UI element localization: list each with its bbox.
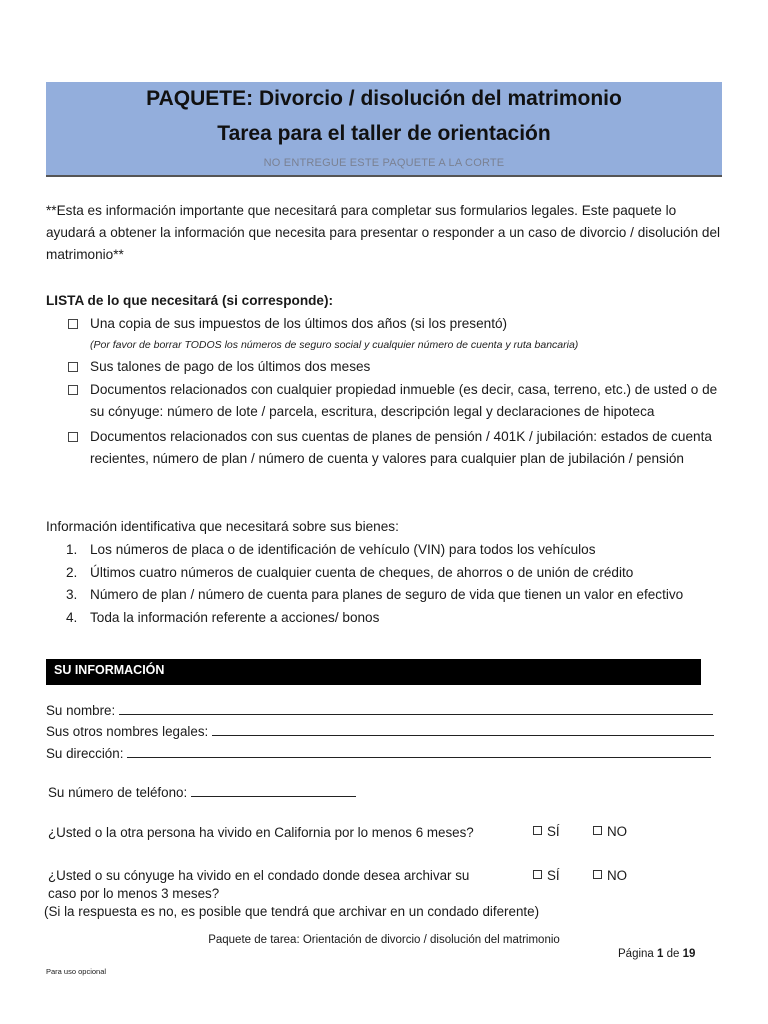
other-names-field[interactable] [46,723,714,739]
checklist-item-text: Una copia de sus impuestos de los últimos dos años (si los presentó) [90,316,508,331]
list-number: 4. [66,610,78,625]
address-input-line[interactable] [127,745,711,758]
list-item-text: Últimos cuatro números de cualquier cuenta de cheques, de ahorros o de unión de crédito [90,565,634,580]
optional-use-note: Para uso opcional [46,967,107,976]
court-notice: NO ENTREGUE ESTE PAQUETE A LA CORTE [263,157,505,169]
phone-input-line[interactable] [191,784,356,797]
checklist-heading: LISTA de lo que necesitará (si corresponde): [46,293,334,308]
section-header [46,659,701,685]
checklist-item-text: Documentos relacionados con sus cuentas de planes de pensión / 401K / jubilación: estados de cuenta recientes, número de plan / número de cuenta y valores para cualquier plan de jubilación / pensión [90,429,712,466]
list-number: 2. [66,565,78,580]
no-option[interactable]: NO [593,868,627,883]
list-item-text: Número de plan / número de cuenta para planes de seguro de vida que tienen un valor en efectivo [90,587,684,602]
question-california: ¿Usted o la otra persona ha vivido en California por lo menos 6 meses? [48,825,474,840]
yes-option[interactable]: SÍ [533,868,560,883]
phone-field[interactable] [48,784,356,800]
name-field[interactable] [46,702,713,718]
other-names-input-line[interactable] [212,723,714,736]
checkbox-icon[interactable] [68,362,78,372]
page-subtitle: Tarea para el taller de orientación [217,122,551,145]
checklist-item-text: Sus talones de pago de los últimos dos meses [90,359,371,374]
checkbox-icon[interactable] [533,826,542,835]
checkbox-icon[interactable] [533,870,542,879]
page-title: PAQUETE: Divorcio / disolución del matrimonio [146,87,622,110]
yes-option[interactable]: SÍ [533,824,560,839]
question-county-line1: ¿Usted o su cónyuge ha vivido en el condado donde desea archivar su [48,868,470,883]
question-county-line2: caso por lo menos 3 meses? [48,886,220,901]
address-label: Su dirección: [46,746,124,761]
name-label: Su nombre: [46,703,116,718]
checkbox-icon[interactable] [593,870,602,879]
checkbox-icon[interactable] [68,385,78,395]
checkbox-icon[interactable] [593,826,602,835]
checklist-note: (Por favor de borrar TODOS los números de seguro social y cualquier número de cuenta y ruta bancaria) [90,339,579,351]
checkbox-icon[interactable] [68,319,78,329]
checklist-item-text: Documentos relacionados con cualquier propiedad inmueble (es decir, casa, terreno, etc.) de usted o de su cónyuge: número de lote / parcela, escritura, descripción legal y declaraciones de hipoteca [90,382,718,419]
list-item-text: Los números de placa o de identificación de vehículo (VIN) para todos los vehículos [90,542,596,557]
checkbox-icon[interactable] [68,432,78,442]
section-title: SU INFORMACIÓN [54,663,165,677]
header-banner [46,82,722,177]
address-field[interactable] [46,745,711,761]
intro-paragraph: **Esta es información importante que necesitará para completar sus formularios legales. Este paquete lo ayudará a obtener la información que necesita para presentar o responder a un caso de divorcio / disolución del matrimonio** [46,203,721,262]
name-input-line[interactable] [119,702,713,715]
question-county-note: (Si la respuesta es no, es posible que tendrá que archivar en un condado diferente) [44,904,540,919]
no-option[interactable]: NO [593,824,627,839]
other-names-label: Sus otros nombres legales: [46,724,209,739]
assets-heading: Información identificativa que necesitará sobre sus bienes: [46,519,399,534]
list-number: 1. [66,542,78,557]
list-item-text: Toda la información referente a acciones/ bonos [90,610,380,625]
footer-title: Paquete de tarea: Orientación de divorcio / disolución del matrimonio [208,934,560,946]
page-number: Página 1 de 19 [618,948,696,960]
phone-label: Su número de teléfono: [48,785,188,800]
list-number: 3. [66,587,78,602]
